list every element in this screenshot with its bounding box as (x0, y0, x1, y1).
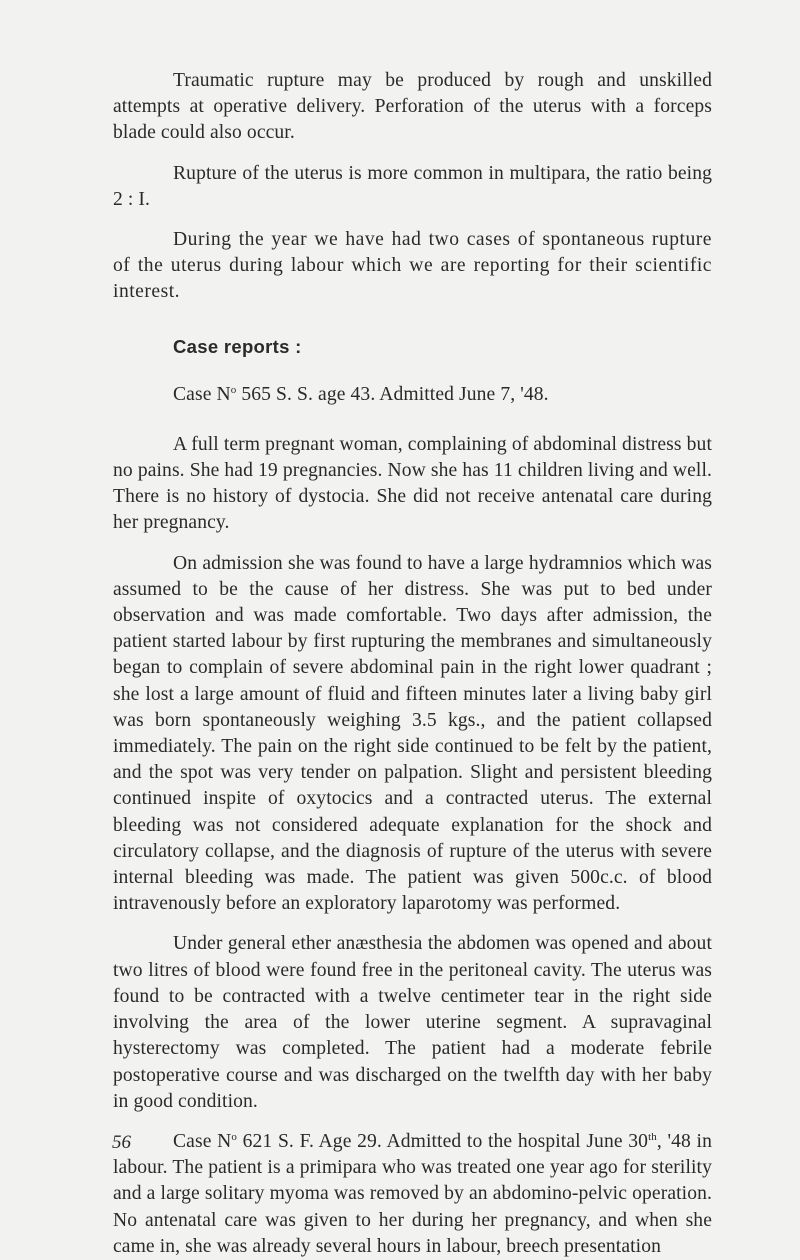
intro-paragraph-two-cases: During the year we have had two cases of spontaneous rupture of the uterus during labour which we are reporting for their scientific interest. (113, 229, 712, 303)
intro-paragraph-ratio: Rupture of the uterus is more common in multipara, the ratio being 2 : I. (113, 162, 712, 210)
page-number: 56 (112, 1132, 131, 1153)
case-1-history-paragraph: A full term pregnant woman, complaining of abdominal distress but no pains. She had 19 pregnancies. Now she has 11 children living and well. There is no history of dystocia. She did not receive antenatal care during her pregnancy. (113, 433, 712, 534)
case-1-header (113, 382, 712, 408)
case-2-prefix: Case N (173, 1130, 232, 1152)
case-1-admission-paragraph: On admission she was found to have a large hydramnios which was assumed to be the cause of her distress. She was put to bed under observation and was made comfortable. Two days after admission, the patient started labour by first rupturing the membranes and simultaneously began to complain of severe abdominal pain in the right lower quadrant ; she lost a large amount of fluid and fifteen minutes later a living baby girl was born spontaneously weighing 3.5 kgs., and the patient collapsed immediately. The pain on the right side continued to be felt by the patient, and the spot was very tender on palpation. Slight and persistent bleeding continued inspite of oxytocics and a contracted uterus. The external bleeding was not considered adequate explanation for the shock and circulatory collapse, and the diagnosis of rupture of the uterus with severe internal bleeding was made. The patient was given 500c.c. of blood intravenously before an exploratory laparotomy was performed. (113, 552, 712, 915)
case-1-header-prefix: Case N (173, 383, 231, 405)
case-2-date-superscript: th (648, 1130, 657, 1143)
intro-paragraph-traumatic-rupture: Traumatic rupture may be produced by rough and unskilled attempts at operative delivery. Perforation of the uterus with a forceps blade could also occur. (113, 70, 712, 144)
case-1-header-superscript: o (230, 383, 237, 396)
case-reports-heading: Case reports : (173, 335, 302, 357)
case-2-number-superscript: o (231, 1130, 237, 1143)
case-2-paragraph (113, 1129, 712, 1260)
case-2-middle: 621 S. F. Age 29. Admitted to the hospital June 30 (236, 1130, 649, 1152)
case-1-header-details: 565 S. S. age 43. Admitted June 7, '48. (236, 383, 549, 405)
case-2-rest: , '48 in labour. The patient is a primipara who was treated one year ago for sterility and a large solitary myoma was removed by an abdomino-pelvic operation. No antenatal care was given to her during her pregnancy, and when she came in, she was already several hours in labour, breech presentation (113, 1130, 712, 1257)
case-1-surgery-paragraph: Under general ether anæsthesia the abdomen was opened and about two litres of blood were found free in the peritoneal cavity. The uterus was found to be contracted with a twelve centimeter tear in the right side involving the area of the lower uterine segment. A supravaginal hysterectomy was completed. The patient had a moderate febrile postoperative course and was discharged on the twelfth day with her baby in good condition. (113, 933, 712, 1112)
